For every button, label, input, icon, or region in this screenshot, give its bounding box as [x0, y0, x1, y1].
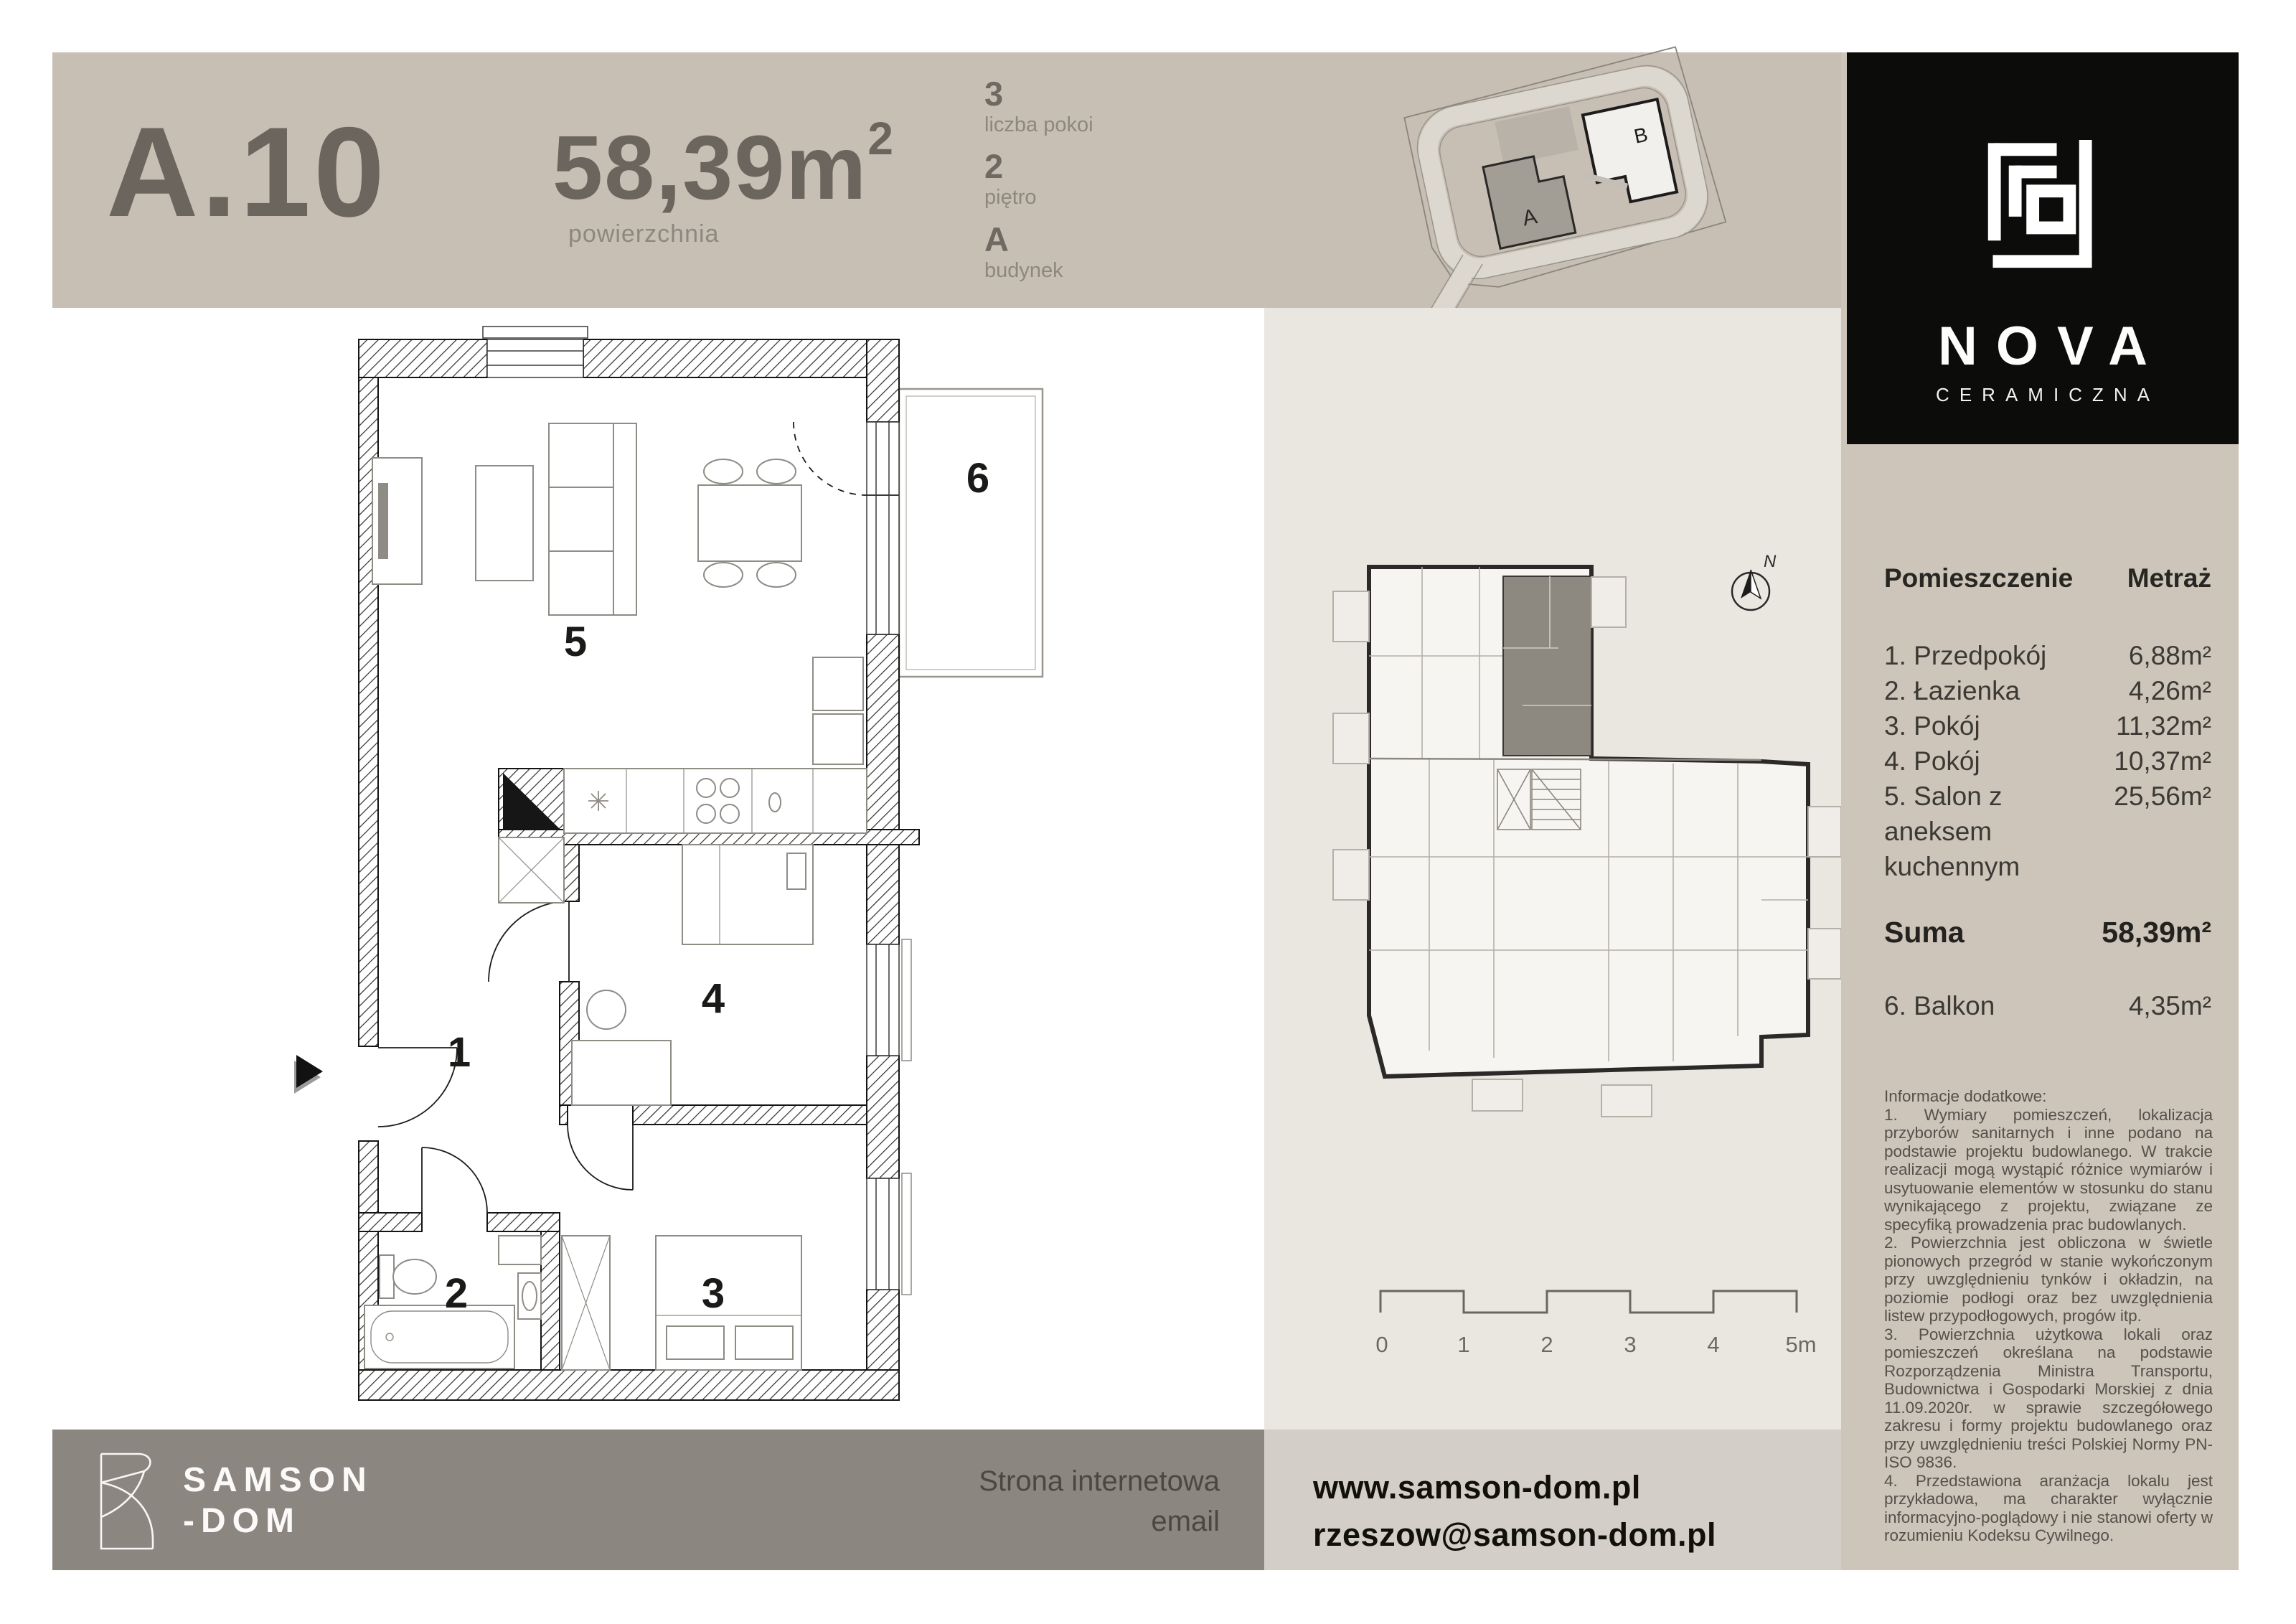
kitchen-cabinet-1 — [813, 657, 863, 710]
legal-paragraph: 1. Wymiary pomieszczeń, lokalizacja przyborów sanitarnych i inne podano na podstawie projektu budowlanego. W trakcie realizacji mogą wystąpić różnice wymiarów i usytuowanie elementów w stosunku do stanu wynikającego z projektu, związane ze specyfiką prowadzenia prac budowlanych. — [1884, 1105, 2213, 1234]
room4-desk — [572, 1041, 671, 1105]
wall-bath-room3 — [541, 1231, 560, 1370]
nova-logo-square — [1847, 52, 2239, 444]
wall-top-right — [583, 339, 899, 377]
room-table-header — [1884, 563, 2211, 593]
row-name: 5. Salon z aneksem kuchennym — [1884, 782, 2020, 881]
col-area-header: Metraż — [2127, 563, 2211, 593]
samson-dom-logo-icon — [94, 1448, 166, 1554]
table-row — [1884, 673, 2211, 708]
wall-right-2 — [867, 634, 899, 944]
window-room3 — [867, 1178, 899, 1290]
room4-chair — [587, 990, 626, 1029]
legal-notes — [1884, 1087, 2213, 1545]
furniture — [364, 423, 867, 1370]
scale-tick-4: 4 — [1707, 1332, 1720, 1357]
middle-column — [1264, 308, 1841, 1570]
kitchen-cabinet-2 — [813, 714, 863, 764]
building-unit-highlight — [1503, 576, 1591, 756]
email-label: email — [1151, 1506, 1220, 1537]
nova-logo-icon — [1954, 116, 2130, 299]
coffee-table — [476, 466, 533, 581]
sofa — [549, 423, 636, 615]
room3-bed — [656, 1236, 801, 1370]
scale-tick-2: 2 — [1540, 1332, 1553, 1357]
bath-shelf — [499, 1236, 541, 1264]
north-compass-icon — [1732, 552, 1777, 610]
scale-bar-line — [1380, 1291, 1797, 1313]
area-value — [552, 113, 895, 218]
brand-subtitle: CERAMICZNA — [1936, 384, 2160, 405]
table-row — [1884, 779, 2211, 884]
unit-stats — [984, 75, 1093, 294]
samson-line1: SAMSON — [183, 1461, 373, 1499]
row-name: 4. Pokój — [1884, 746, 1980, 776]
contact-panel — [1264, 1430, 1841, 1570]
balcony-door-arc — [794, 422, 867, 495]
room-label-1: 1 — [447, 1029, 471, 1076]
wall-room3-top-a — [560, 1105, 568, 1125]
walls — [359, 339, 919, 1400]
window-top-sill — [483, 327, 588, 338]
website-label: Strona internetowa — [979, 1465, 1220, 1497]
balcony-label: 6. Balkon — [1884, 991, 1995, 1020]
stat-floor-value: 2 — [984, 147, 1004, 186]
total-label: Suma — [1884, 916, 1965, 949]
area-label: powierzchnia — [568, 220, 720, 248]
room4-door-arc — [489, 901, 569, 982]
area-group — [552, 113, 895, 248]
entry-door-arc — [378, 1048, 457, 1127]
stat-rooms-value: 3 — [984, 75, 1004, 113]
building-floor-plan — [1264, 548, 1841, 1130]
hall-wardrobe — [499, 837, 564, 903]
scale-bar-labels — [1375, 1332, 1816, 1357]
col-room-header: Pomieszczenie — [1884, 563, 2074, 593]
legal-paragraph: 4. Przedstawiona aranżacja lokalu jest przykładowa, ma charakter wyłącznie informacyjno-poglądowy i nie stanowi oferty w rozumieniu Kodeksu Cywilnego. — [1884, 1471, 2213, 1544]
table-row — [1884, 708, 2211, 743]
room-table — [1884, 563, 2211, 1021]
room-label-4: 4 — [701, 975, 725, 1022]
site-plan — [1391, 44, 1728, 302]
site-building-a — [1483, 151, 1576, 249]
wall-bottom — [359, 1370, 899, 1400]
sink-symbol — [588, 791, 608, 811]
area-exponent: 2 — [867, 113, 895, 164]
wall-top-left — [359, 339, 487, 377]
scale-tick-0: 0 — [1375, 1332, 1388, 1357]
sidebar — [1841, 52, 2239, 1570]
legal-title: Informacje dodatkowe: — [1884, 1087, 2047, 1105]
contact-lines — [1313, 1464, 1716, 1559]
scale-bar — [1373, 1280, 1825, 1366]
row-area: 11,32m² — [2116, 711, 2211, 741]
window-room4 — [867, 944, 899, 1056]
room3-door-arc — [568, 1125, 633, 1190]
bathtub — [364, 1305, 514, 1369]
row-name: 3. Pokój — [1884, 711, 1980, 741]
stat-building-label: budynek — [984, 258, 1063, 282]
row-name: 2. Łazienka — [1884, 676, 2020, 705]
north-label: N — [1764, 552, 1777, 571]
total-area: 58,39m² — [2102, 916, 2211, 949]
room-label-5: 5 — [563, 619, 588, 665]
samson-dom-wordmark — [183, 1460, 373, 1541]
wall-bath-top-b — [487, 1213, 560, 1231]
stat-floor-label: piętro — [984, 186, 1037, 210]
table-total-row — [1884, 916, 2211, 949]
room3-wardrobe — [562, 1236, 610, 1370]
room4-bed — [682, 845, 813, 944]
wall-right-3 — [867, 1056, 899, 1178]
wall-left-upper — [359, 339, 378, 1046]
balcony-outline — [899, 389, 1043, 677]
scale-tick-1: 1 — [1457, 1332, 1470, 1357]
room-label-3: 3 — [701, 1270, 725, 1317]
wall-bath-top-a — [359, 1213, 422, 1231]
site-block-shadow — [1495, 106, 1578, 166]
row-area: 4,26m² — [2128, 676, 2211, 705]
wall-right-1 — [867, 339, 899, 422]
row-area: 6,88m² — [2128, 641, 2211, 670]
scale-tick-3: 3 — [1624, 1332, 1637, 1357]
window-top — [487, 339, 583, 377]
row-area: 10,37m² — [2114, 746, 2211, 776]
footer-contact-labels — [979, 1461, 1220, 1541]
row-area: 25,56m² — [2114, 782, 2211, 811]
tv — [379, 484, 387, 558]
unit-id: A.10 — [106, 100, 387, 243]
site-building-b — [1583, 99, 1677, 207]
stat-building-value: A — [984, 220, 1009, 258]
room-label-2: 2 — [444, 1270, 469, 1317]
samson-line2: -DOM — [183, 1502, 301, 1540]
table-row — [1884, 638, 2211, 673]
row-name: 1. Przedpokój — [1884, 641, 2047, 670]
apartment-floor-plan — [52, 308, 1264, 1430]
site-building-b-label: B — [1632, 123, 1650, 148]
email-address: rzeszow@samson-dom.pl — [1313, 1516, 1716, 1553]
legal-paragraph: 2. Powierzchnia jest obliczona w świetle pionowych przegród w stanie wykończonym przy uwzględnieniu tynków i okładzin, na poziomie podłogi oraz bez uwzględnienia listew przypodłogowych, progów itp. — [1884, 1234, 2213, 1325]
header-band — [52, 52, 1841, 308]
stat-rooms-label: liczba pokoi — [984, 113, 1093, 136]
area-number: 58,39m — [552, 117, 868, 218]
room-label-6: 6 — [966, 455, 990, 502]
site-building-a-label: A — [1520, 205, 1540, 231]
footer-band — [52, 1430, 1264, 1570]
website-url: www.samson-dom.pl — [1313, 1469, 1641, 1506]
dining-set — [698, 459, 801, 587]
balcony-area: 4,35m² — [2128, 991, 2211, 1020]
kitchen-counter — [564, 769, 867, 833]
window-balcony-door — [867, 422, 899, 634]
bath-door-arc — [422, 1147, 487, 1213]
toilet — [380, 1255, 436, 1298]
brand-name: NOVA — [1938, 316, 2166, 377]
washbasin — [518, 1273, 541, 1319]
wall-room3-top-b — [633, 1105, 867, 1125]
table-row — [1884, 743, 2211, 779]
legal-paragraph: 3. Powierzchnia użytkowa lokali oraz pomieszczeń określana na podstawie Rozporządzenia Ministra Transportu, Budownictwa i Gospodarki Morskiej z dnia 11.09.2020r. w sprawie szczegółowego zakresu i formy projektu budowlanego oraz przy uwzględnieniu treści Polskiej Normy PN-ISO 9836. — [1884, 1325, 2213, 1471]
apartment-plan-area — [52, 308, 1264, 1430]
table-balcony-row — [1884, 991, 2211, 1021]
scale-tick-5: 5m — [1785, 1332, 1817, 1357]
